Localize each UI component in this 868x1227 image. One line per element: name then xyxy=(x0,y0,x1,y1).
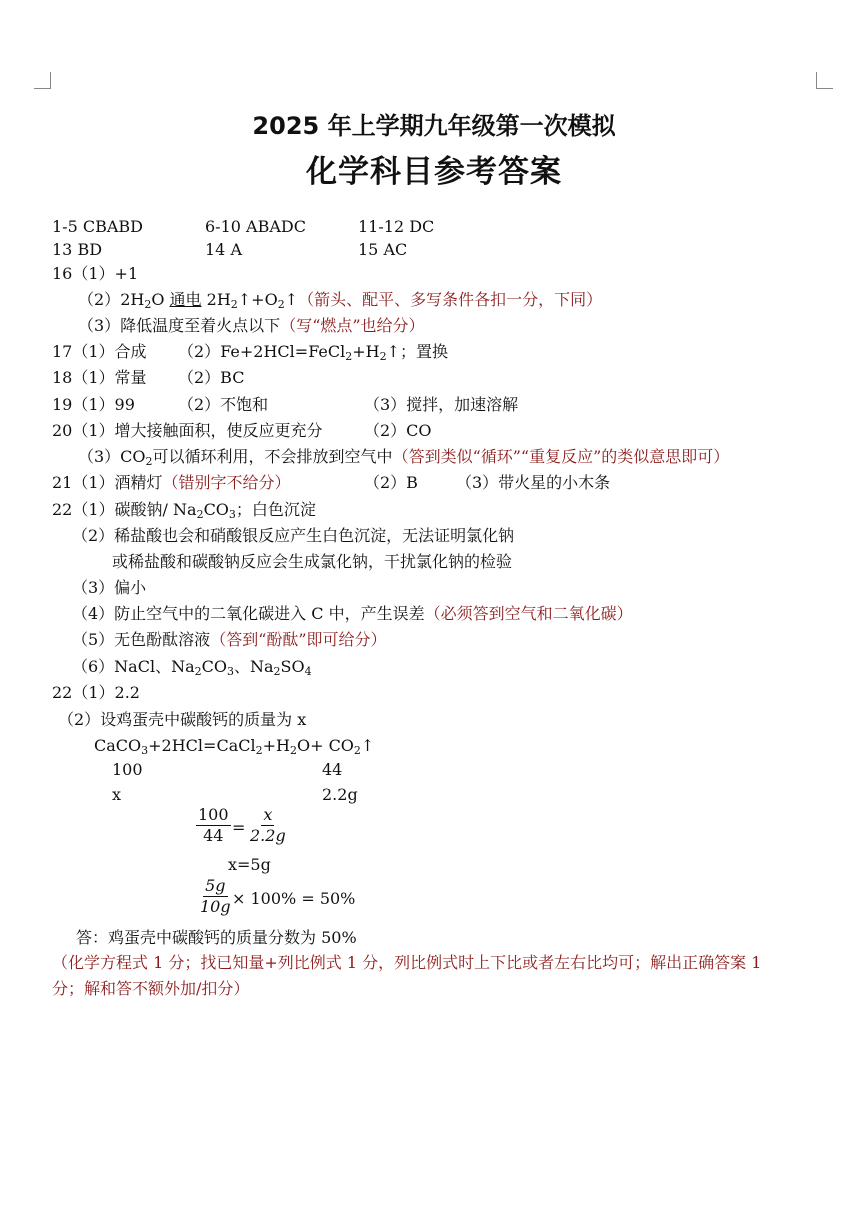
q23-solution: x=5g xyxy=(228,855,271,874)
q20-part1: 20（1）增大接触面积，使反应更充分 xyxy=(52,421,323,440)
q21-part3: （3）带火星的小木条 xyxy=(456,473,611,492)
q17-part1: 17（1）合成 xyxy=(52,342,147,361)
q22-part5: （5）无色酚酞溶液（答到“酚酞”即可给分） xyxy=(72,630,387,649)
q20-part2: （2）CO xyxy=(364,421,432,440)
q22-part4-note: （必须答到空气和二氧化碳） xyxy=(424,604,633,623)
q23-fraction-right: $\frac{x}{2.2g}$ xyxy=(250,805,286,845)
q23-unknown-x: x xyxy=(112,785,122,804)
q23-equation: $CaCO_3+2HCl=CaCl_2+H_2O+$ $CO_2↑$ xyxy=(94,736,375,757)
mc-answers-1-5: 1-5 CBABD xyxy=(52,217,143,236)
q22-part6: （6）NaCl、$Na_2CO_3$、$Na_2SO_4$ xyxy=(72,657,312,678)
mc-answer-15: 15 AC xyxy=(358,240,408,259)
q23-grading-note-line1: （化学方程式 1 分；找已知量+列比例式 1 分，列比例式时上下比或者左右比均可；解出正确答案 1 xyxy=(52,953,762,972)
mc-answer-14: 14 A xyxy=(205,240,242,259)
q19-part3: （3）搅拌，加速溶解 xyxy=(364,395,519,414)
q16-part3: （3）降低温度至着火点以下（写“燃点”也给分） xyxy=(78,316,425,335)
q23-known-mass: 2.2g xyxy=(322,785,358,804)
q20-part3-note: （答到类似“循环”“重复反应”的类似意思即可） xyxy=(392,447,730,466)
q22-part2-line2: 或稀盐酸和碳酸钠反应会生成氯化钠，干扰氯化钠的检验 xyxy=(112,552,513,571)
q23-part2-setup: （2）设鸡蛋壳中碳酸钙的质量为 x xyxy=(58,710,307,729)
q16-part2-note: （箭头、配平、多写条件各扣一分，下同） xyxy=(298,290,603,309)
mc-answers-6-10: 6-10 ABADC xyxy=(205,217,306,236)
q22-part1: 22（1）碳酸钠/ $Na_2CO_3$；白色沉淀 xyxy=(52,500,316,521)
answer-key-title: 化学科目参考答案 xyxy=(306,154,562,190)
q23-fraction-left: $\frac{100}{44}$ xyxy=(198,805,229,845)
q19-part2: （2）不饱和 xyxy=(178,395,269,414)
q19-part1: 19（1）99 xyxy=(52,395,135,414)
q17-part2: $(2)Fe+2HCl=FeCl_2+H_2↑$；置换 xyxy=(178,342,449,363)
q22-part4: （4）防止空气中的二氧化碳进入 C 中，产生误差（必须答到空气和二氧化碳） xyxy=(72,604,633,623)
q22-part5-note: （答到“酚酞”即可给分） xyxy=(210,630,387,649)
q23-fraction-percent: $\frac{5g}{10g}$ xyxy=(200,876,231,916)
q21-part1: 21（1）酒精灯（错别字不给分） xyxy=(52,473,291,492)
exam-title: 2025 年上学期九年级第一次模拟 xyxy=(252,112,616,140)
q16-part2: $(2)2H_2O$ 通电 $2H_2↑+O_2↑$（箭头、配平、多写条件各扣一分，下同） xyxy=(78,290,603,311)
q21-part2: （2）B xyxy=(364,473,418,492)
crop-mark-top-left xyxy=(34,72,51,89)
q23-equals-sign: = xyxy=(232,818,246,837)
q23-molar-mass-co2: 44 xyxy=(322,760,343,779)
q22-part2-line1: （2）稀盐酸也会和硝酸银反应产生白色沉淀，无法证明氯化钠 xyxy=(72,526,515,545)
crop-mark-top-right xyxy=(816,72,833,89)
q18-part2: （2）BC xyxy=(178,368,245,387)
q16-part1: 16（1）+1 xyxy=(52,264,139,283)
q23-part1: 22（1）2.2 xyxy=(52,683,140,702)
q22-part3: （3）偏小 xyxy=(72,578,147,597)
q23-answer: 答：鸡蛋壳中碳酸钙的质量分数为 50% xyxy=(76,928,357,947)
q20-part3: $(3)CO_2$可以循环利用，不会排放到空气中（答到类似“循环”“重复反应”的类似意思即可） xyxy=(78,447,730,468)
mc-answer-13: 13 BD xyxy=(52,240,103,259)
q18-part1: 18（1）常量 xyxy=(52,368,147,387)
q16-part3-note: （写“燃点”也给分） xyxy=(280,316,425,335)
mc-answers-11-12: 11-12 DC xyxy=(358,217,435,236)
q21-part1-note: （错别字不给分） xyxy=(162,473,291,492)
q23-percent-expression: × 100% = 50% xyxy=(232,889,356,908)
q23-molar-mass-caco3: 100 xyxy=(112,760,143,779)
q23-grading-note-line2: 分；解和答不额外加/扣分） xyxy=(52,979,250,998)
